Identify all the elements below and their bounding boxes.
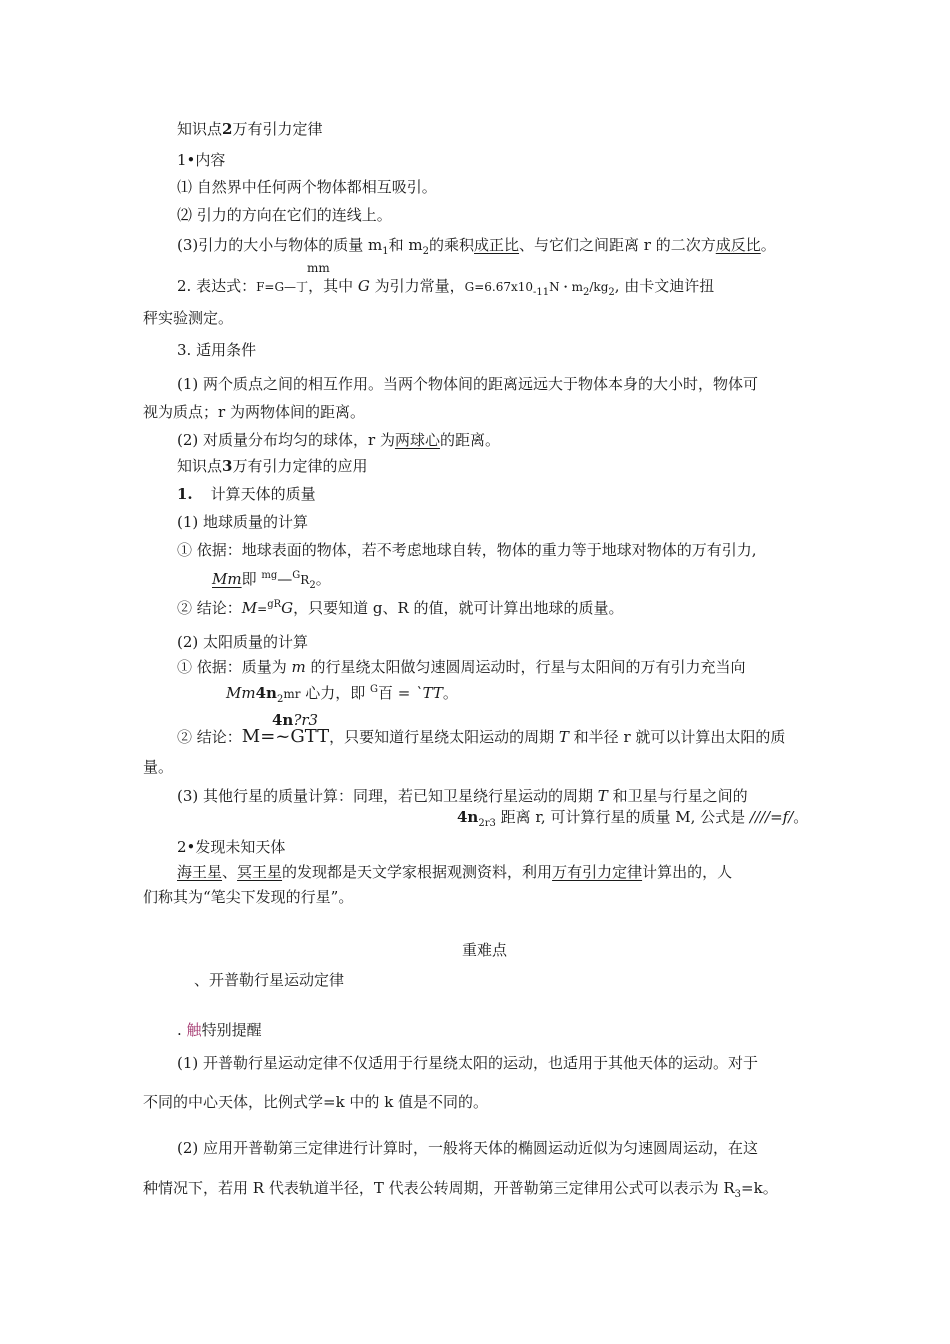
content-item-3: (3)引力的大小与物体的质量 $m_1$和 $m_2$的乘积成正比、与它们之间距离 r 的二次方成反比。	[177, 236, 776, 257]
earth-basis-line-1: ① 依据：地球表面的物体，若不考虑地球自转，物体的重力等于地球对物体的万有引力,	[177, 541, 757, 559]
topic-1-title: 1. 计算天体的质量	[177, 485, 316, 503]
expression-line-2: 秤实验测定。	[143, 309, 234, 327]
earth-basis-line-2: Mm即 $^{mg}—^GR_2$。	[212, 570, 331, 591]
expression-line: 2. 表达式：F=G—丁，其中 G 为引力常量，$G=6.67x10_{-11}N$・$m_2/kg_2$, 由卡文迪许扭	[177, 277, 715, 298]
topic-2-title: 2•发现未知天体	[177, 838, 286, 856]
sun-conclusion-line-2: 量。	[143, 758, 174, 776]
sun-mass-title: (2) 太阳质量的计算	[177, 633, 309, 651]
sun-basis-line-1: ① 依据：质量为 m 的行星绕太阳做匀速圆周运动时，行星与太阳间的万有引力充当向	[177, 658, 746, 676]
kepler-laws-heading: 、开普勒行星运动定律	[194, 971, 345, 989]
earth-conclusion: ② 结论：M=$^{gR}$G，只要知道 g、R 的值，就可计算出地球的质量。	[177, 599, 624, 617]
condition-2: (2) 对质量分布均匀的球体，r 为两球心的距离。	[177, 431, 500, 449]
content-item-1: ⑴ 自然界中任何两个物体都相互吸引。	[177, 178, 437, 196]
other-planet-line-1: (3) 其他行星的质量计算：同理，若已知卫星绕行星运动的周期 T 和卫星与行星之间的	[177, 787, 748, 805]
sun-conclusion-line-1: ② 结论：M=~GTT，只要知道行星绕太阳运动的周期 T 和半径 r 就可以计算出太阳的质	[177, 726, 786, 747]
unknown-bodies-line-1: 海王星、冥王星的发现都是天文学家根据观测资料，利用万有引力定律计算出的，人	[177, 863, 733, 881]
reminder-1-line-2: 不同的中心天体，比例式学=k 中的 k 值是不同的。	[143, 1093, 489, 1111]
condition-1-line-2: 视为质点；r 为两物体间的距离。	[143, 403, 365, 421]
condition-1-line-1: (1) 两个质点之间的相互作用。当两个物体间的距离远远大于物体本身的大小时，物体可	[177, 375, 759, 393]
reminder-2-line-1: (2) 应用开普勒第三定律进行计算时，一般将天体的椭圆运动近似为匀速圆周运动，在这	[177, 1139, 759, 1157]
content-item-2: ⑵ 引力的方向在它们的连线上。	[177, 206, 392, 224]
conditions-title: 3. 适用条件	[177, 341, 257, 359]
reminder-2-line-2: 种情况下，若用 R 代表轨道半径，T 代表公转周期，开普勒第三定律用公式可以表示为 $R_3=k$。	[143, 1179, 778, 1200]
key-difficulties-title: 重难点	[462, 941, 508, 959]
heading-knowledge-point-2: 知识点2万有引力定律	[177, 120, 323, 138]
expression-numerator: mm	[307, 261, 330, 275]
special-reminder: . 触特别提醒	[177, 1021, 262, 1039]
other-planet-line-2: $4n_{2r3}$ 距离 r, 可计算行星的质量 M, 公式是 ////=f/。	[457, 808, 809, 829]
earth-mass-title: (1) 地球质量的计算	[177, 513, 309, 531]
heading-knowledge-point-3: 知识点3万有引力定律的应用	[177, 457, 368, 475]
unknown-bodies-line-2: 们称其为“笔尖下发现的行星”。	[143, 888, 354, 906]
content-title: 1•内容	[177, 151, 226, 169]
reminder-1-line-1: (1) 开普勒行星运动定律不仅适用于行星绕太阳的运动，也适用于其他天体的运动。对于	[177, 1054, 759, 1072]
sun-basis-line-2: $Mm4n_2mr$ 心力，即 $^G$百 = `TT。	[226, 684, 458, 705]
sun-conclusion-numerator: 4n?r3	[272, 711, 319, 729]
